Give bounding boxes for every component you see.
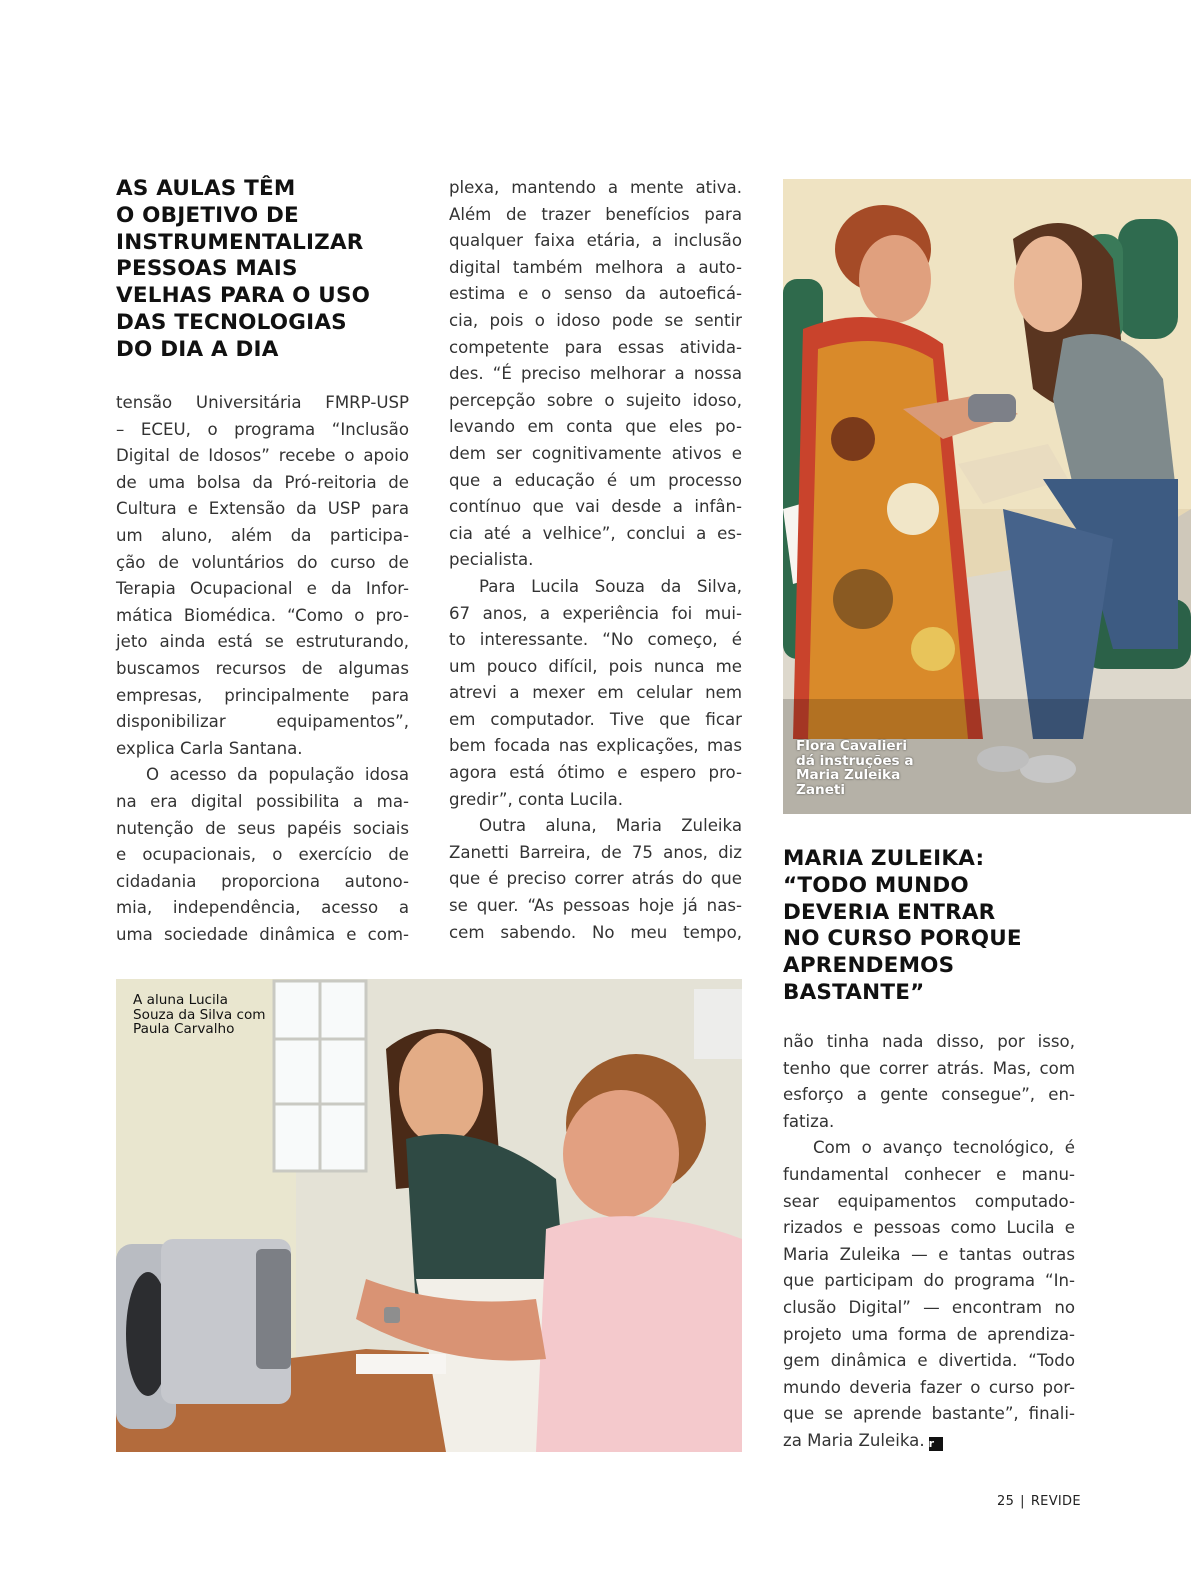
caption-line: Maria Zuleika	[796, 767, 901, 783]
text-line: O acesso da população idosa	[146, 765, 409, 785]
pull-quote-2	[783, 846, 1073, 1007]
text-line: que participam do programa “In-	[783, 1271, 1075, 1291]
pull-quote-line: AS AULAS TÊM	[116, 176, 296, 201]
text-line: agora está ótimo e espero pro-	[449, 763, 742, 783]
magazine-name: REVIDE	[1030, 1494, 1081, 1509]
pull-quote-line: VELHAS PARA O USO	[116, 283, 371, 309]
pull-quote-line: BASTANTE”	[783, 979, 925, 1005]
caption-line: A aluna Lucila	[133, 992, 228, 1008]
text-line: projeto uma forma de aprendiza-	[783, 1324, 1075, 1344]
end-of-article-mark: r	[929, 1437, 943, 1451]
text-line: dem ser cognitivamente ativos e	[449, 443, 742, 463]
text-line: um pouco difícil, pois nunca me	[449, 656, 742, 676]
folio-separator: |	[1020, 1494, 1025, 1509]
text-line: to interessante. “No começo, é	[449, 630, 742, 650]
text-line: Terapia Ocupacional e da Infor-	[116, 579, 409, 599]
photo-lucila-and-paula	[116, 979, 742, 1452]
text-line: fundamental conhecer e manu-	[783, 1164, 1075, 1184]
photo-illustration	[783, 179, 1191, 814]
text-line: cem sabendo. No meu tempo,	[449, 922, 742, 942]
text-line: cia até a velhice”, conclui a es-	[449, 523, 742, 543]
text-line: mática Biomédica. “Como o pro-	[116, 605, 409, 625]
text-line: que a educação é um processo	[449, 470, 742, 490]
text-line: Para Lucila Souza da Silva,	[479, 576, 742, 596]
photo-caption-bottom	[133, 993, 266, 1037]
page-folio	[997, 1494, 1081, 1509]
text-line: que se aprende bastante”, finali-	[783, 1404, 1075, 1424]
text-line: rizados e pessoas como Lucila e	[783, 1218, 1075, 1238]
text-line: fatiza.	[783, 1111, 835, 1131]
text-line: Com o avanço tecnológico, é	[813, 1138, 1075, 1158]
caption-line: Zaneti	[796, 781, 846, 798]
text-line: não tinha nada disso, por isso,	[783, 1032, 1075, 1051]
text-line: atrevi a mexer em celular nem	[449, 683, 742, 703]
text-line: des. “É preciso melhorar a nossa	[449, 364, 742, 384]
text-line: explica Carla Santana.	[116, 738, 303, 758]
photo-illustration	[116, 979, 742, 1452]
text-line: um aluno, além da participa-	[116, 525, 409, 545]
page-number: 25	[997, 1494, 1015, 1509]
text-line: mia, independência, acesso a	[116, 898, 409, 918]
text-line: e ocupacionais, o exercício de	[116, 845, 409, 865]
text-line: digital também melhora a auto-	[449, 257, 742, 277]
caption-line: dá instruções a	[796, 752, 914, 769]
text-line: tensão Universitária FMRP-USP	[116, 393, 409, 412]
text-line: Cultura e Extensão da USP para	[116, 499, 409, 519]
text-line: qualquer faixa etária, a inclusão	[449, 231, 742, 251]
pull-quote-line: DO DIA A DIA	[116, 336, 279, 362]
photo-caption-right	[796, 739, 914, 797]
text-line: pecialista.	[449, 550, 534, 570]
text-line: ção de voluntários do curso de	[116, 552, 409, 572]
pull-quote-line: DEVERIA ENTRAR	[783, 899, 996, 925]
pull-quote-line: O OBJETIVO DE	[116, 202, 299, 228]
pull-quote-line: PESSOAS MAIS	[116, 256, 298, 282]
body-column-3	[783, 1029, 1075, 1455]
text-line: na era digital possibilita a ma-	[116, 791, 409, 811]
text-line: cia, pois o idoso pode se sentir	[449, 310, 742, 330]
text-line: de uma bolsa da Pró-reitoria de	[116, 472, 409, 492]
text-line: esforço a gente consegue”, en-	[783, 1085, 1075, 1105]
text-line: competente para essas ativida-	[449, 337, 742, 357]
text-line: em computador. Tive que ficar	[449, 709, 742, 729]
text-line: disponibilizar equipamentos”,	[116, 712, 409, 732]
text-line: empresas, principalmente para	[116, 685, 409, 705]
pull-quote-line: INSTRUMENTALIZAR	[116, 229, 364, 255]
text-line: Zanetti Barreira, de 75 anos, diz	[449, 842, 742, 862]
text-line: estima e o senso da autoeficá-	[449, 284, 742, 304]
caption-line: Flora Cavalieri	[796, 738, 907, 754]
text-line: clusão Digital” — encontram no	[783, 1297, 1075, 1317]
caption-line: Paula Carvalho	[133, 1021, 235, 1037]
text-line: – ECEU, o programa “Inclusão	[116, 419, 409, 439]
text-line: percepção sobre o sujeito idoso,	[449, 390, 742, 410]
text-line: bem focada nas explicações, mas	[449, 736, 742, 756]
text-line: gem dinâmica e divertida. “Todo	[783, 1351, 1075, 1371]
text-line: contínuo que vai desde a infân-	[449, 497, 742, 517]
text-line: plexa, mantendo a mente ativa.	[449, 178, 742, 197]
text-line: Outra aluna, Maria Zuleika	[479, 816, 742, 836]
text-line: sear equipamentos computado-	[783, 1191, 1075, 1211]
text-line: 67 anos, a experiência foi mui-	[449, 603, 742, 623]
body-column-1	[116, 390, 409, 948]
text-line: Digital de Idosos” recebe o apoio	[116, 446, 409, 466]
pull-quote-line: NO CURSO PORQUE	[783, 926, 1022, 952]
body-column-2	[449, 175, 742, 946]
caption-line: Souza da Silva com	[133, 1006, 266, 1023]
text-line: nutenção de seus papéis sociais	[116, 818, 409, 838]
text-line	[783, 1428, 1075, 1455]
text-line: jeto ainda está se estruturando,	[116, 632, 409, 652]
text-line: buscamos recursos de algumas	[116, 658, 409, 678]
text-line: cidadania proporciona autono-	[116, 871, 409, 891]
text-line: Além de trazer benefícios para	[449, 204, 742, 224]
text-line: uma sociedade dinâmica e com-	[116, 924, 409, 944]
text-line: mundo deveria fazer o curso por-	[783, 1377, 1075, 1397]
photo-flora-and-maria-zuleika	[783, 179, 1191, 814]
text-line: gredir”, conta Lucila.	[449, 789, 624, 809]
pull-quote-line: DAS TECNOLOGIAS	[116, 309, 347, 335]
pull-quote-1	[116, 176, 426, 364]
pull-quote-line: MARIA ZULEIKA:	[783, 846, 985, 871]
pull-quote-line: APRENDEMOS	[783, 953, 955, 979]
text-line: levando em conta que eles po-	[449, 417, 742, 437]
text-line: Maria Zuleika — e tantas outras	[783, 1244, 1075, 1264]
pull-quote-line: “TODO MUNDO	[783, 872, 969, 898]
text-line: que é preciso correr atrás do que	[449, 869, 742, 889]
text-line-end: za Maria Zuleika.	[783, 1430, 925, 1450]
text-line: tenho que correr atrás. Mas, com	[783, 1058, 1075, 1078]
text-line: se quer. “As pessoas hoje já nas-	[449, 896, 742, 916]
